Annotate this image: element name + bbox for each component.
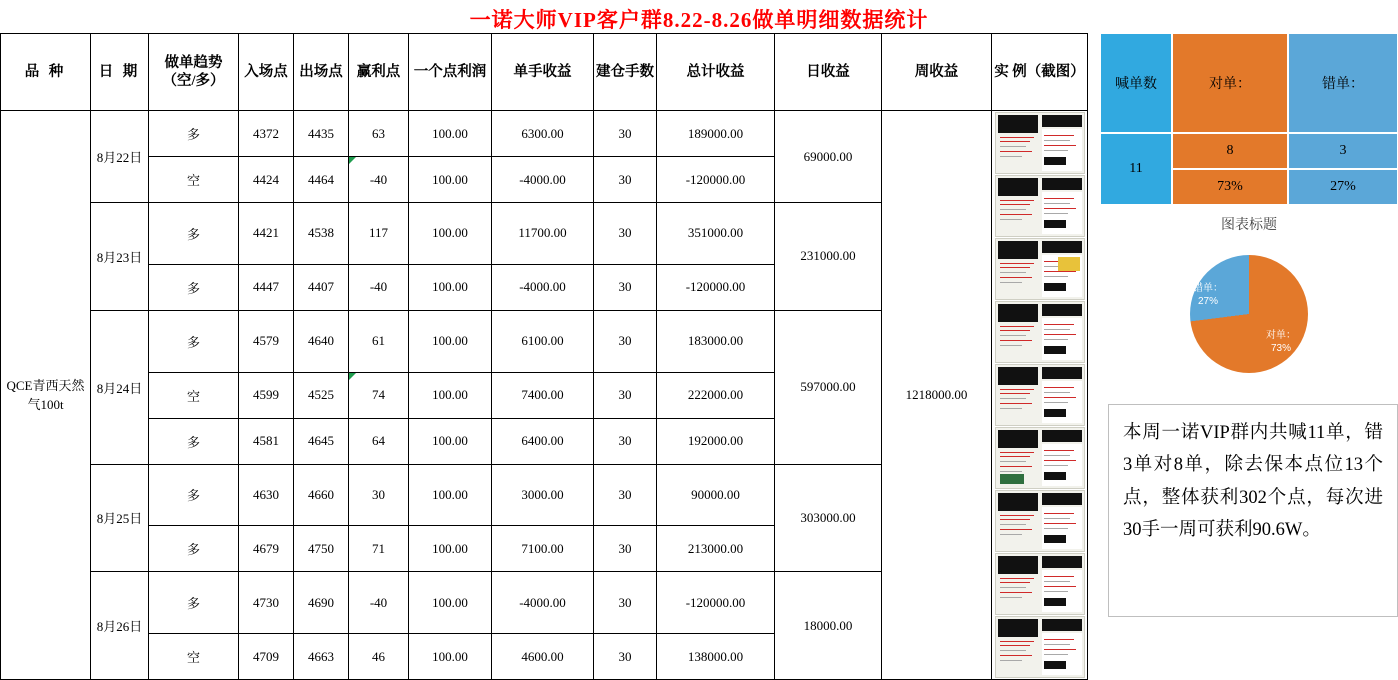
entry-point-cell: 4421 (239, 203, 294, 265)
weekly-summary-text: 本周一诺VIP群内共喊11单，错3单对8单，除去保本点位13个点，整体获利302个点，每次进30手一周可获利90.6W。 (1123, 423, 1383, 541)
exit-point-cell: 4750 (294, 526, 349, 572)
exit-point-cell: 4538 (294, 203, 349, 265)
chat-screenshot-thumbnail[interactable] (995, 112, 1085, 174)
header-trend: 做单趋势（空/多） (149, 34, 239, 111)
trend-cell: 空 (149, 372, 239, 418)
entry-point-cell: 4630 (239, 464, 294, 526)
total-profit-cell: 183000.00 (657, 310, 775, 372)
trade-detail-table (0, 33, 1088, 680)
profit-points-cell: -40 (349, 157, 409, 203)
single-profit-cell: -4000.00 (492, 264, 594, 310)
chart-title: 图表标题 (1221, 216, 1277, 232)
header-point-profit: 一个点利润 (409, 34, 492, 111)
header-total-profit: 总计收益 (657, 34, 775, 111)
exit-point-cell: 4525 (294, 372, 349, 418)
single-profit-cell: 7100.00 (492, 526, 594, 572)
point-profit-cell: 100.00 (409, 157, 492, 203)
trend-cell: 空 (149, 157, 239, 203)
single-profit-cell: -4000.00 (492, 572, 594, 634)
profit-points-cell: -40 (349, 572, 409, 634)
entry-point-cell: 4679 (239, 526, 294, 572)
entry-point-cell: 4579 (239, 310, 294, 372)
trend-cell: 多 (149, 418, 239, 464)
point-profit-cell: 100.00 (409, 264, 492, 310)
exit-point-cell: 4663 (294, 634, 349, 680)
call-count-value-box (1100, 133, 1172, 205)
hands-cell: 30 (594, 157, 657, 203)
wrong-value: 3 (1339, 143, 1347, 158)
call-count-header (1100, 33, 1172, 133)
hands-cell: 30 (594, 310, 657, 372)
hands-cell: 30 (594, 203, 657, 265)
hands-cell: 30 (594, 464, 657, 526)
table-row (1, 111, 1088, 157)
profit-points-cell: 30 (349, 464, 409, 526)
profit-points-cell: 117 (349, 203, 409, 265)
date-cell: 8月23日 (91, 203, 149, 311)
call-count-label: 喊单数 (1115, 77, 1157, 92)
correct-header (1172, 33, 1288, 133)
product-cell: QCE青西天然气100t (1, 111, 91, 680)
pie-correct-name: 对单： (1266, 330, 1296, 341)
correct-pct-box (1172, 169, 1288, 205)
correct-value: 8 (1226, 143, 1234, 158)
exit-point-cell: 4640 (294, 310, 349, 372)
point-profit-cell: 100.00 (409, 310, 492, 372)
page-title: 一诺大师VIP客户群8.22-8.26做单明细数据统计 (469, 8, 929, 32)
hands-cell: 30 (594, 372, 657, 418)
chat-screenshot-thumbnail[interactable] (995, 616, 1085, 678)
week-profit-cell: 1218000.00 (882, 111, 992, 680)
pie-wrong-pct: 27% (1197, 295, 1218, 307)
pie-slice-label-wrong (1185, 283, 1231, 308)
point-profit-cell: 100.00 (409, 418, 492, 464)
header-product: 品 种 (1, 34, 91, 111)
call-count-value: 11 (1129, 161, 1143, 176)
chat-screenshot-thumbnail[interactable] (995, 301, 1085, 363)
exit-point-cell: 4407 (294, 264, 349, 310)
entry-point-cell: 4372 (239, 111, 294, 157)
screenshot-gallery-cell (992, 111, 1088, 680)
header-hands: 建仓手数 (594, 34, 657, 111)
trend-cell: 多 (149, 464, 239, 526)
day-profit-cell: 18000.00 (775, 572, 882, 680)
chat-screenshot-thumbnail[interactable] (995, 553, 1085, 615)
chat-screenshot-thumbnail[interactable] (995, 364, 1085, 426)
single-profit-cell: 4600.00 (492, 634, 594, 680)
header-exit: 出场点 (294, 34, 349, 111)
total-profit-cell: 192000.00 (657, 418, 775, 464)
total-profit-cell: 138000.00 (657, 634, 775, 680)
chat-screenshot-thumbnail[interactable] (995, 427, 1085, 489)
wrong-label: 错单： (1322, 77, 1364, 92)
wrong-pct: 27% (1330, 179, 1356, 194)
wrong-header (1288, 33, 1398, 133)
chat-screenshot-thumbnail[interactable] (995, 175, 1085, 237)
date-cell: 8月24日 (91, 310, 149, 464)
header-single-profit: 单手收益 (492, 34, 594, 111)
entry-point-cell: 4709 (239, 634, 294, 680)
wrong-pct-box (1288, 169, 1398, 205)
header-entry: 入场点 (239, 34, 294, 111)
correct-value-box (1172, 133, 1288, 169)
point-profit-cell: 100.00 (409, 526, 492, 572)
profit-points-cell: 46 (349, 634, 409, 680)
single-profit-cell: 6300.00 (492, 111, 594, 157)
day-profit-cell: 69000.00 (775, 111, 882, 203)
entry-point-cell: 4447 (239, 264, 294, 310)
single-profit-cell: 3000.00 (492, 464, 594, 526)
profit-points-cell: 71 (349, 526, 409, 572)
exit-point-cell: 4645 (294, 418, 349, 464)
total-profit-cell: 351000.00 (657, 203, 775, 265)
header-screenshot: 实 例（截图） (992, 34, 1088, 111)
single-profit-cell: -4000.00 (492, 157, 594, 203)
total-profit-cell: 189000.00 (657, 111, 775, 157)
header-date: 日 期 (91, 34, 149, 111)
entry-point-cell: 4581 (239, 418, 294, 464)
wrong-value-box (1288, 133, 1398, 169)
trend-cell: 多 (149, 572, 239, 634)
single-profit-cell: 6400.00 (492, 418, 594, 464)
trend-cell: 多 (149, 111, 239, 157)
chat-screenshot-thumbnail[interactable] (995, 238, 1085, 300)
profit-points-cell: 61 (349, 310, 409, 372)
exit-point-cell: 4435 (294, 111, 349, 157)
hands-cell: 30 (594, 264, 657, 310)
entry-point-cell: 4424 (239, 157, 294, 203)
chat-screenshot-thumbnail[interactable] (995, 490, 1085, 552)
entry-point-cell: 4599 (239, 372, 294, 418)
hands-cell: 30 (594, 634, 657, 680)
date-cell: 8月25日 (91, 464, 149, 572)
day-profit-cell: 597000.00 (775, 310, 882, 464)
exit-point-cell: 4464 (294, 157, 349, 203)
pie-wrong-name: 错单： (1193, 283, 1223, 294)
exit-point-cell: 4690 (294, 572, 349, 634)
trend-cell: 空 (149, 634, 239, 680)
profit-points-cell: 64 (349, 418, 409, 464)
day-profit-cell: 303000.00 (775, 464, 882, 572)
hands-cell: 30 (594, 572, 657, 634)
hands-cell: 30 (594, 111, 657, 157)
correct-pct: 73% (1217, 179, 1243, 194)
total-profit-cell: 213000.00 (657, 526, 775, 572)
trend-cell: 多 (149, 264, 239, 310)
point-profit-cell: 100.00 (409, 572, 492, 634)
point-profit-cell: 100.00 (409, 372, 492, 418)
date-cell: 8月22日 (91, 111, 149, 203)
pie-chart (1190, 255, 1308, 373)
profit-points-cell: 63 (349, 111, 409, 157)
profit-points-cell: 74 (349, 372, 409, 418)
hands-cell: 30 (594, 418, 657, 464)
header-points: 赢利点 (349, 34, 409, 111)
hands-cell: 30 (594, 526, 657, 572)
total-profit-cell: 222000.00 (657, 372, 775, 418)
trend-cell: 多 (149, 526, 239, 572)
pie-correct-pct: 73% (1270, 342, 1291, 354)
point-profit-cell: 100.00 (409, 464, 492, 526)
profit-points-cell: -40 (349, 264, 409, 310)
trend-cell: 多 (149, 310, 239, 372)
trend-cell: 多 (149, 203, 239, 265)
point-profit-cell: 100.00 (409, 111, 492, 157)
total-profit-cell: -120000.00 (657, 264, 775, 310)
point-profit-cell: 100.00 (409, 203, 492, 265)
header-week-profit: 周收益 (882, 34, 992, 111)
entry-point-cell: 4730 (239, 572, 294, 634)
point-profit-cell: 100.00 (409, 634, 492, 680)
single-profit-cell: 11700.00 (492, 203, 594, 265)
exit-point-cell: 4660 (294, 464, 349, 526)
correct-label: 对单： (1209, 77, 1251, 92)
date-cell: 8月26日 (91, 572, 149, 680)
single-profit-cell: 7400.00 (492, 372, 594, 418)
total-profit-cell: -120000.00 (657, 157, 775, 203)
total-profit-cell: 90000.00 (657, 464, 775, 526)
header-day-profit: 日收益 (775, 34, 882, 111)
day-profit-cell: 231000.00 (775, 203, 882, 311)
pie-slice-label-correct (1258, 330, 1304, 355)
total-profit-cell: -120000.00 (657, 572, 775, 634)
weekly-summary-box (1108, 404, 1398, 617)
single-profit-cell: 6100.00 (492, 310, 594, 372)
